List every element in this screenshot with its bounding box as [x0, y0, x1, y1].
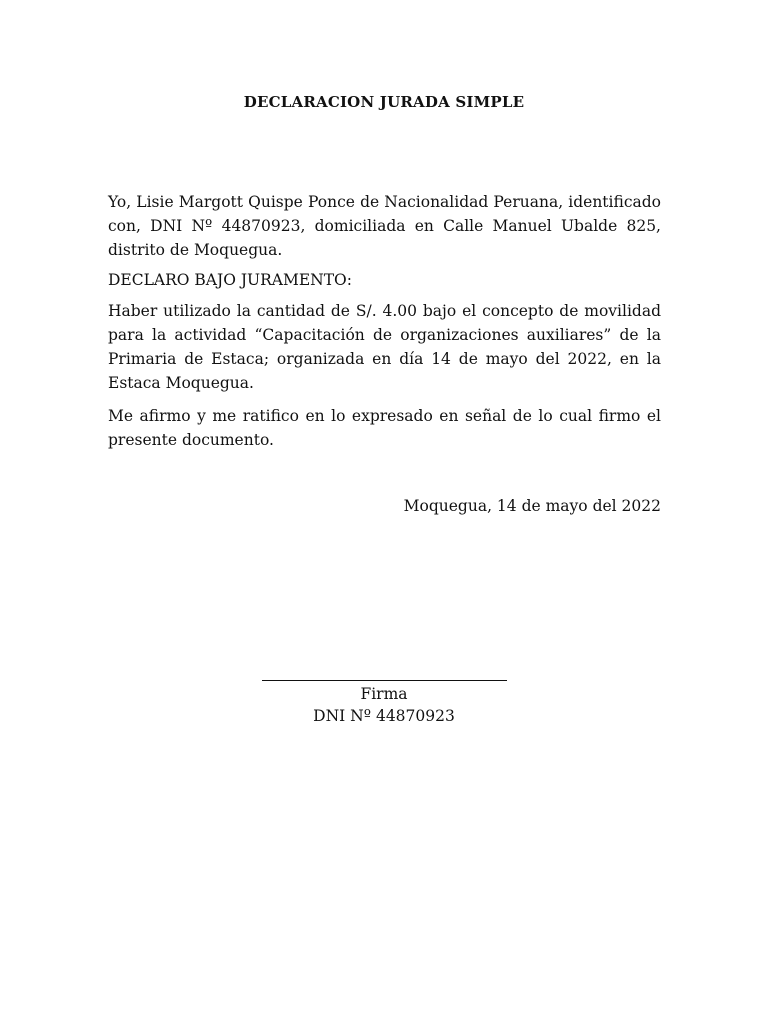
signature-line: [262, 680, 507, 681]
oath-heading: DECLARO BAJO JURAMENTO:: [108, 271, 352, 289]
ratification-paragraph: Me afirmo y me ratifico en lo expresado en señal de lo cual firmo el presente documento.: [108, 407, 661, 449]
document-title: DECLARACION JURADA SIMPLE: [243, 93, 525, 111]
declaration-paragraph: Haber utilizado la cantidad de S/. 4.00 bajo el concepto de movilidad para la actividad “Capacitación de organizaciones auxiliares” de la Primaria de Estaca; organizada en día 14 de mayo del 2022, en la Estaca Moquegua.: [108, 302, 661, 392]
signature-dni: DNI Nº 44870923: [313, 707, 455, 725]
signature-label: Firma: [360, 685, 408, 703]
declarant-paragraph: Yo, Lisie Margott Quispe Ponce de Nacionalidad Peruana, identificado con, DNI Nº 44870923, domiciliada en Calle Manuel Ubalde 825, distrito de Moquegua.: [108, 193, 661, 259]
place-date: Moquegua, 14 de mayo del 2022: [403, 497, 661, 515]
